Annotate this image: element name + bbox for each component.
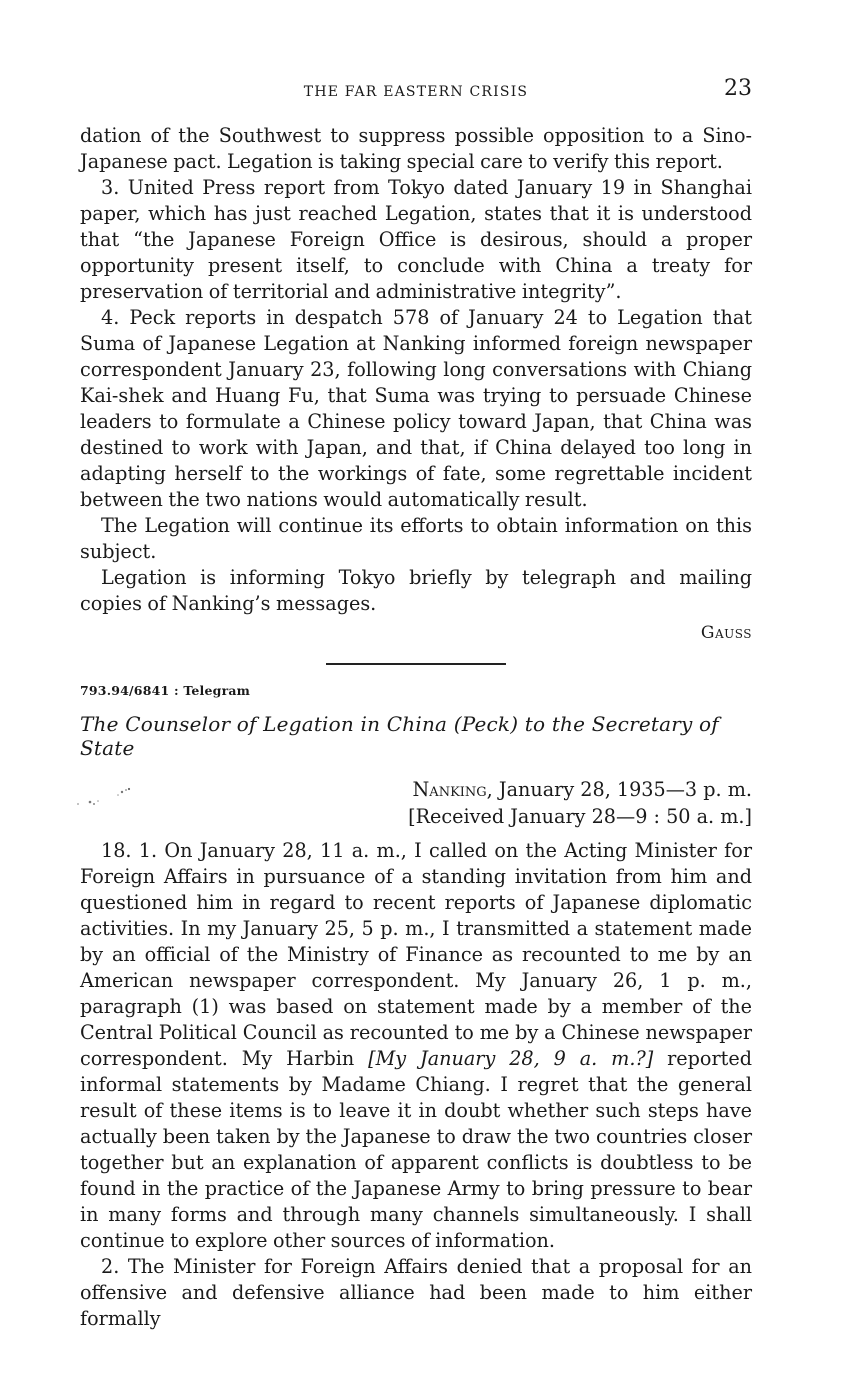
continued-paragraph: dation of the Southwest to suppress possible opposition to a Sino-Japanese pact. Legation is taking special care to verify this report. bbox=[80, 124, 752, 173]
telegram-paragraph-1-start: 18. 1. On January 28, 11 a. m., I called on the Acting Minister for Foreign Affairs in pursuance of a standing invitation from him and questioned him in regard to recent reports of Japanese diplomatic activities. In my January 25, 5 p. m., I transmitted a statement made by an official of the Ministry of Finance as recounted to me by an American newspaper correspondent. My January 26, 1 p. m., paragraph (1) was based on statement made by a member of the Central Political Council as recounted to me by a Chinese newspaper correspondent. My Harbin bbox=[80, 839, 752, 1070]
dateline-date: January 28, 1935—3 p. m. bbox=[492, 778, 752, 801]
running-head bbox=[80, 76, 752, 106]
paragraph-legation-efforts: The Legation will continue its efforts to obtain information on this subject. bbox=[80, 514, 752, 563]
dateline-city: Nanking, bbox=[412, 778, 493, 801]
section-divider bbox=[326, 663, 506, 665]
signature-gauss: Gauss bbox=[700, 623, 752, 643]
running-title: THE FAR EASTERN CRISIS bbox=[303, 84, 529, 100]
telegram-paragraph-1 bbox=[80, 838, 752, 1254]
document-title: The Counselor of Legation in China (Peck) to the Secretary of State bbox=[80, 712, 719, 760]
paragraph-4: 4. Peck reports in despatch 578 of January 24 to Legation that Suma of Japanese Legation at Nanking informed foreign newspaper correspondent January 23, following long conversations with Chiang Kai-shek and Huang Fu, that Suma was trying to persuade Chinese leaders to formulate a Chinese policy toward Japan, that China was destined to work with Japan, and that, if China delayed too long in adapting herself to the workings of fate, some regrettable incident between the two nations would automatically result. bbox=[80, 306, 752, 511]
editorial-insertion: [My January 28, 9 a. m.?] bbox=[368, 1047, 654, 1070]
paragraph-legation-informing: Legation is informing Tokyo briefly by telegraph and mailing copies of Nanking’s messages. bbox=[80, 566, 752, 615]
page-number: 23 bbox=[724, 76, 752, 101]
telegram-paragraph-1-end: reported informal statements by Madame Chiang. I regret that the general result of these items is to leave it in doubt whether such steps have actually been taken by the Japanese to draw the two countries closer together but an explanation of apparent conflicts is doubtless to be found in the practice of the Japanese Army to bring pressure to bear in many forms and through many channels simultaneously. I shall continue to explore other sources of information. bbox=[80, 1047, 752, 1252]
paragraph-3: 3. United Press report from Tokyo dated January 19 in Shanghai paper, which has just reached Legation, states that it is understood that “the Japanese Foreign Office is desirous, should a proper opportunity present itself, to conclude with China a treaty for preservation of territorial and administrative integrity”. bbox=[80, 176, 752, 303]
telegram-paragraph-2: 2. The Minister for Foreign Affairs denied that a proposal for an offensive and defensive alliance had been made to him either formally bbox=[80, 1255, 752, 1330]
dateline-place-date bbox=[413, 778, 752, 801]
dateline-received: [Received January 28—9 : 50 a. m.] bbox=[408, 805, 752, 828]
file-number: 793.94/6841 : Telegram bbox=[80, 683, 251, 698]
scan-speck-mark bbox=[72, 784, 142, 814]
dateline bbox=[80, 778, 752, 834]
document-page bbox=[80, 76, 752, 1332]
